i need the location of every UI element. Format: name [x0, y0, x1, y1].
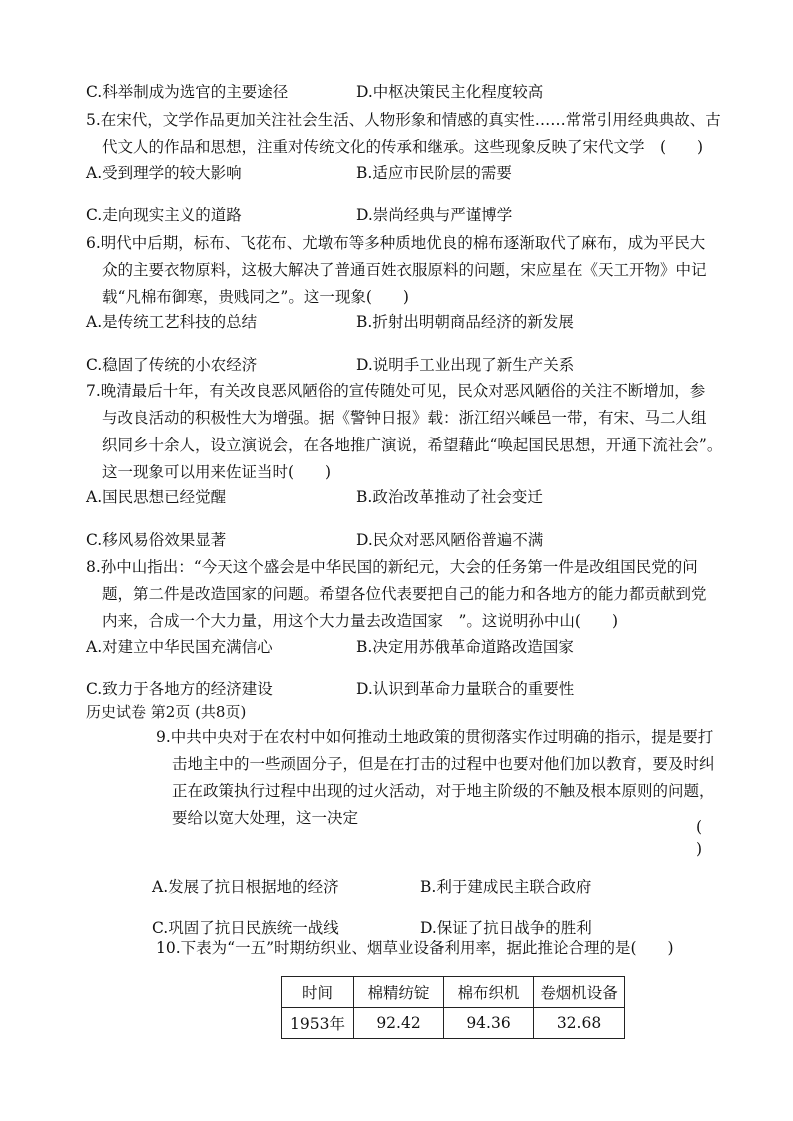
q8-option-b: B.决定用苏俄革命道路改造国家 — [356, 638, 574, 656]
q9-option-c: C.巩固了抗日民族统一战线 — [152, 919, 339, 937]
q7-stem-line-1: 7.晚清最后十年，有关改良恶风陋俗的宣传随处可见，民众对恶风陋俗的关注不断增加，参 — [86, 382, 706, 400]
q8-stem-line-3: 内来，合成一个大力量，用这个大力量去改造国家 ”。这说明孙中山( ) — [102, 612, 619, 630]
q6-option-a: A.是传统工艺科技的总结 — [86, 313, 258, 331]
table-cell: 1953年 — [282, 1008, 354, 1039]
q10-stem-line: 10.下表为“一五”时期纺织业、烟草业设备利用率，据此推论合理的是( ) — [156, 939, 674, 957]
q6-option-d: D.说明手工业出现了新生产关系 — [356, 356, 575, 374]
q6-stem-line-2: 众的主要衣物原料，这极大解决了普通百姓衣服原料的问题，宋应星在《天工开物》中记 — [102, 261, 707, 279]
q8-stem-line-2: 题，第二件是改造国家的问题。希望各位代表要把自己的能力和各地方的能力都贡献到党 — [102, 585, 707, 603]
q7-option-b: B.政治改革推动了社会变迁 — [356, 488, 543, 506]
table-header-cell: 棉精纺锭 — [354, 977, 444, 1008]
table-header-cell: 棉布织机 — [444, 977, 534, 1008]
q9-answer-paren-open: ( — [696, 818, 703, 836]
table-cell: 32.68 — [534, 1008, 625, 1039]
q5-option-a: A.受到理学的较大影响 — [86, 164, 242, 182]
q4-option-c: C.科举制成为选官的主要途径 — [86, 83, 289, 101]
q9-option-a: A.发展了抗日根据地的经济 — [152, 878, 339, 896]
q9-stem-line-3: 正在政策执行过程中出现的过火活动，对于地主阶级的不触及根本原则的问题， — [172, 782, 715, 800]
q5-stem-line-1: 5.在宋代，文学作品更加关注社会生活、人物形象和情感的真实性……常常引用经典典故、古 — [86, 111, 721, 129]
q9-stem-line-2: 击地主中的一些顽固分子，但是在打击的过程中也要对他们加以教育，要及时纠 — [172, 755, 715, 773]
table-row — [282, 1008, 625, 1039]
table-header-cell: 卷烟机设备 — [534, 977, 625, 1008]
page-footer: 历史试卷 第2页 (共8页) — [86, 703, 247, 721]
table-cell: 94.36 — [444, 1008, 534, 1039]
q7-option-d: D.民众对恶风陋俗普遍不满 — [356, 531, 544, 549]
q7-option-a: A.国民思想已经觉醒 — [86, 488, 227, 506]
table-cell: 92.42 — [354, 1008, 444, 1039]
q5-option-d: D.崇尚经典与严谨博学 — [356, 206, 513, 224]
q7-stem-line-2: 与改良活动的积极性大为增强。据《警钟日报》载：浙江绍兴嵊邑一带，有宋、马二人组 — [102, 409, 707, 427]
q6-stem-line-1: 6.明代中后期，标布、飞花布、尤墩布等多种质地优良的棉布逐渐取代了麻布，成为平民大 — [86, 234, 706, 252]
q6-option-b: B.折射出明朝商品经济的新发展 — [356, 313, 574, 331]
q5-option-b: B.适应市民阶层的需要 — [356, 164, 512, 182]
q7-stem-line-4: 这一现象可以用来佐证当时( ) — [102, 463, 332, 481]
q8-stem-line-1: 8.孙中山指出：“今天这个盛会是中华民国的新纪元，大会的任务第一件是改组国民党的问 — [86, 558, 698, 576]
q7-option-c: C.移风易俗效果显著 — [86, 531, 227, 549]
q5-option-c: C.走向现实主义的道路 — [86, 206, 242, 224]
q9-option-d: D.保证了抗日战争的胜利 — [420, 919, 592, 937]
equipment-utilization-table — [281, 976, 625, 1039]
table-header-row — [282, 977, 625, 1008]
q8-option-c: C.致力于各地方的经济建设 — [86, 680, 273, 698]
q4-option-d: D.中枢决策民主化程度较高 — [356, 83, 544, 101]
q5-stem-line-2: 代文人的作品和思想，注重对传统文化的传承和继承。这些现象反映了宋代文学 ( ) — [102, 138, 704, 156]
q9-stem-line-1: 9.中共中央对于在农村中如何推动土地政策的贯彻落实作过明确的指示，提是要打 — [156, 728, 714, 746]
q6-option-c: C.稳固了传统的小农经济 — [86, 356, 258, 374]
q8-option-d: D.认识到革命力量联合的重要性 — [356, 680, 575, 698]
q8-option-a: A.对建立中华民国充满信心 — [86, 638, 273, 656]
q9-option-b: B.利于建成民主联合政府 — [420, 878, 592, 896]
table-header-cell: 时间 — [282, 977, 354, 1008]
q9-stem-line-4: 要给以宽大处理，这一决定 — [172, 809, 359, 827]
q7-stem-line-3: 织同乡十余人，设立演说会，在各地推广演说，希望藉此“唤起国民思想，开通下流社会”。 — [102, 436, 723, 454]
q6-stem-line-3: 载“凡棉布御寒，贵贱同之”。这一现象( ) — [102, 288, 409, 306]
q9-answer-paren-close: ) — [696, 840, 703, 858]
